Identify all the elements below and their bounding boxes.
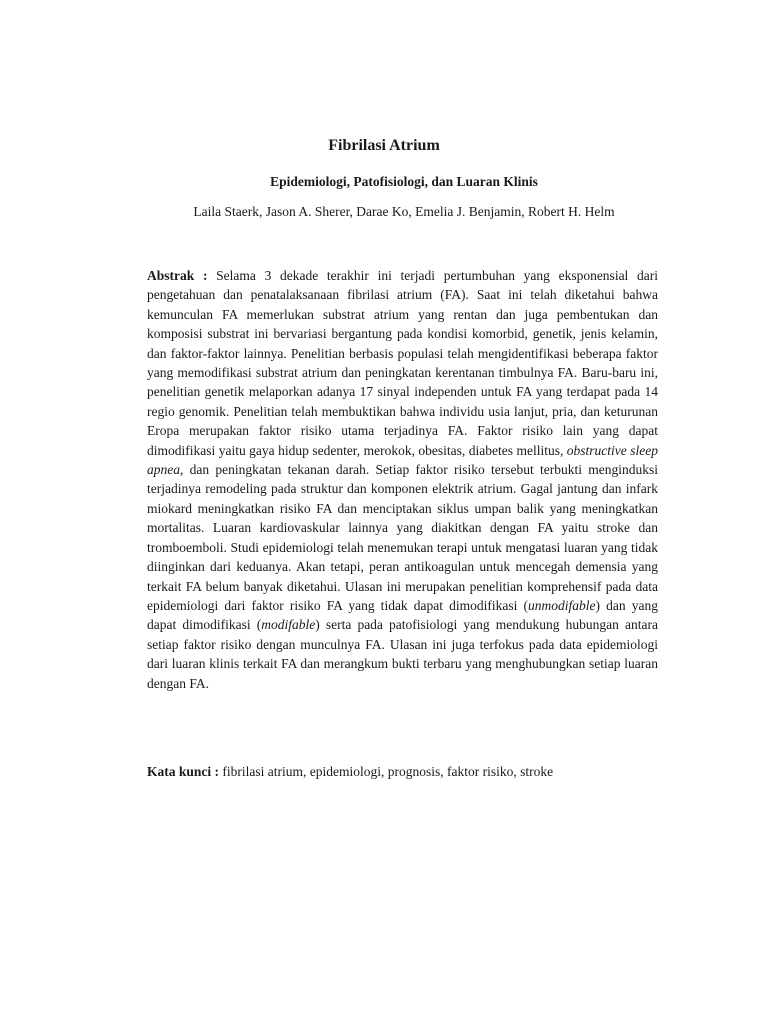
keywords-text: fibrilasi atrium, epidemiologi, prognosis, faktor risiko, stroke (219, 764, 554, 779)
abstract-text-part2: , dan peningkatan tekanan darah. Setiap faktor risiko tersebut terbukti menginduksi terjadinya remodeling pada struktur dan komponen elektrik atrium. Gagal jantung dan infark miokard meningkatkan risiko FA dan menciptakan siklus umpan balik yang meningkatkan mortalitas. Luaran kardiovaskular lainnya yang diakitkan dengan FA yaitu stroke dan tromboemboli. Studi epidemiologi telah menemukan terapi untuk mengatasi luaran yang tidak diinginkan dari keduanya. Akan tetapi, peran antikoagulan untuk mencegah demensia yang terkait FA belum banyak diketahui. Ulasan ini merupakan penelitian komprehensif pada data epidemiologi dari faktor risiko FA yang tidak dapat dimodifikasi ( (147, 462, 658, 613)
abstract-text-part1: Selama 3 dekade terakhir ini terjadi pertumbuhan yang eksponensial dari pengetahuan dan penatalaksanaan fibrilasi atrium (FA). Saat ini telah diketahui bahwa kemunculan FA memerlukan substrat atrium yang rentan dan juga pembentukan dan komposisi substrat ini bervariasi bergantung pada kondisi komorbid, genetik, jenis kelamin, dan faktor-faktor lainnya. Penelitian berbasis populasi telah mengidentifikasi beberapa faktor yang memodifikasi substrat atrium dan peningkatan kerentanan timbulnya FA. Baru-baru ini, penelitian genetik melaporkan adanya 17 sinyal independen untuk FA yang terdapat pada 14 regio genomik. Penelitian telah membuktikan bahwa individu usia lanjut, pria, dan keturunan Eropa merupakan faktor risiko utama terjadinya FA. Faktor risiko lain yang dapat dimodifikasi yaitu gaya hidup sedenter, merokok, obesitas, diabetes mellitus, (147, 268, 658, 458)
abstract-paragraph (147, 266, 658, 693)
abstract-text-part3: ) dan yang dapat dimodifikasi ( (147, 597, 659, 633)
abstract-text-part4: ) serta pada patofisiologi yang mendukung hubungan antara setiap faktor risiko dengan munculnya FA. Ulasan ini juga terfokus pada data epidemiologi dari luaran klinis terkait FA dan merangkum bukti terbaru yang menghubungkan setiap luaran dengan FA. (147, 617, 658, 691)
keywords-line (147, 762, 658, 781)
abstract-italic-term-3: modifable (261, 617, 316, 633)
abstract-italic-term-2: unmodifable (528, 597, 596, 613)
keywords-label: Kata kunci : (147, 764, 220, 779)
abstract-label: Abstrak : (147, 268, 208, 283)
abstract-italic-term-1: obstructive sleep apnea (147, 442, 658, 478)
document-title: Fibrilasi Atrium (328, 137, 440, 154)
author-list: Laila Staerk, Jason A. Sherer, Darae Ko, Emelia J. Benjamin, Robert H. Helm (193, 204, 615, 219)
document-subtitle: Epidemiologi, Patofisiologi, dan Luaran Klinis (270, 174, 538, 189)
